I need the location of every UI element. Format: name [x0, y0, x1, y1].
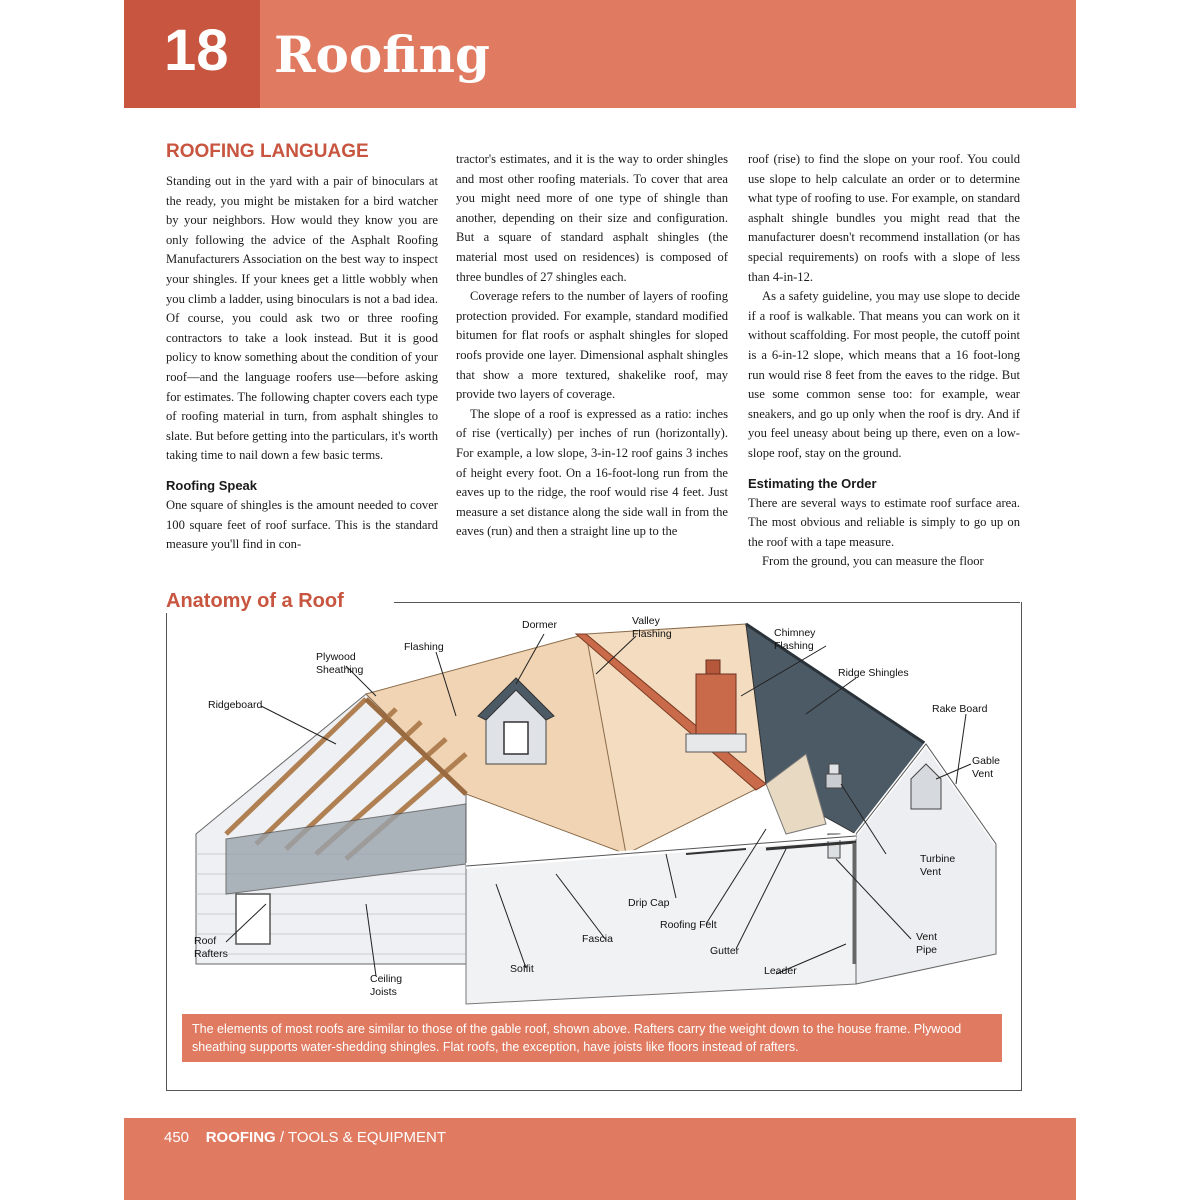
paragraph: As a safety guideline, you may use slope to decide if a roof is walkable. That means you can work on it without scaffolding. For most people, the cutoff point is a 6-in-12 slope, which means that a 16 foot-long run would rise 8 feet from the eaves to the ridge. But use some common sense too: for example, wear sneakers, and go up only when the roof is dry. And if you feel uneasy about being up there, even on a low-slope roof, stay on the ground.	[748, 289, 1020, 460]
footer-text	[164, 1129, 446, 1146]
book-page	[124, 0, 1076, 1200]
chimney-flashing	[686, 734, 746, 752]
turbine-vent-cap	[829, 764, 839, 774]
paragraph: Coverage refers to the number of layers of roofing protection provided. For example, standard modified bitumen for flat roofs or asphalt shingles for sloped roofs provide one layer. Dimensional asphalt shingles that show a more textured, shakelike roof, may provide two layers of coverage.	[456, 289, 728, 402]
label-vent-pipe-2: Pipe	[916, 944, 938, 956]
figure-caption: The elements of most roofs are similar to those of the gable roof, shown above. Rafters carry the weight down to the house frame. Plywood sheathing supports water-shedding shingles. Flat roofs, the exception, have joists like floors instead of rafters.	[182, 1014, 1002, 1062]
label-gable-vent-1: Gable	[972, 755, 1001, 767]
label-valley-flashing-2: Flashing	[632, 628, 672, 640]
chapter-title: Roofing	[274, 25, 490, 84]
chapter-number-box	[124, 0, 260, 108]
page-footer	[124, 1118, 1076, 1200]
footer-separator: /	[275, 1129, 288, 1146]
label-chimney-flashing-1: Chimney	[774, 627, 816, 639]
label-roofing-felt: Roofing Felt	[660, 919, 717, 931]
label-valley-flashing-1: Valley	[632, 615, 660, 627]
page-number: 450	[164, 1129, 190, 1146]
label-flashing: Flashing	[404, 641, 444, 653]
text-column-1	[166, 140, 438, 555]
label-plywood-sheathing-1: Plywood	[316, 651, 356, 663]
text-column-3	[748, 150, 1020, 572]
label-drip-cap: Drip Cap	[628, 897, 670, 909]
label-soffit: Soffit	[510, 963, 534, 975]
label-ceiling-joists-1: Ceiling	[370, 973, 403, 985]
paragraph: The slope of a roof is expressed as a ratio: inches of rise (vertically) per inches of run (horizontally). For example, a low slope, 3-in-12 roof gains 3 inches of height every foot. On a 16-foot-long run from the eaves up to the ridge, the roof would rise 4 feet. Just measure a set distance along the side wall in from the eaves (run) and then a straight line up to the	[456, 406, 728, 539]
paragraph: There are several ways to estimate roof surface area. The most obvious and reliable is simply to go up on the roof with a tape measure.	[748, 495, 1020, 549]
label-roof-rafters-2: Rafters	[194, 948, 228, 960]
paragraph: Standing out in the yard with a pair of binoculars at the ready, you might be mistaken for a bird watcher by your neighbors. How would they know you are only following the advice of the Asphalt Roofing Manufacturers Association on the best way to inspect your shingles. If your knees get a little wobbly when you climb a ladder, using binoculars is not a bad idea. Of course, you could ask two or three roofing contractors to take a look instead. But it is good policy to know something about the condition of your roof—and the language roofers use—before asking for estimates. The following chapter covers each type of roofing material in turn, from asphalt shingles to slate. But before getting into the particulars, it's worth taking time to nail down a few basic terms.	[166, 174, 438, 463]
paragraph: tractor's estimates, and it is the way to order shingles and most other roofing materials. To cover that area you might need more of one type of shingle than another, depending on their size and configuration. But a square of standard asphalt shingles (the material most used on residences) is composed of three bundles of 27 shingles each.	[456, 152, 728, 284]
dormer-window-icon	[504, 722, 528, 754]
label-chimney-flashing-2: Flashing	[774, 640, 814, 652]
footer-section: ROOFING	[205, 1129, 276, 1146]
label-roof-rafters-1: Roof	[194, 935, 217, 947]
text-column-2	[456, 150, 728, 542]
label-turbine-vent-1: Turbine	[920, 853, 956, 865]
label-ridgeboard: Ridgeboard	[208, 699, 263, 711]
paragraph: roof (rise) to find the slope on your roof. You could use slope to help calculate an order or to determine what type of roofing to use. For example, on standard asphalt shingle bundles you might read that the manufacturer doesn't recommend installation (or has special requirements) on roofs with a slope of less than 4-in-12.	[748, 152, 1020, 284]
subheading-estimating: Estimating the Order	[748, 475, 877, 491]
paragraph: From the ground, you can measure the floor	[762, 554, 984, 569]
label-plywood-sheathing-2: Sheathing	[316, 664, 364, 676]
figure-title: Anatomy of a Roof	[166, 590, 352, 613]
roof-anatomy-diagram	[166, 604, 1020, 1008]
label-gutter: Gutter	[710, 945, 740, 957]
turbine-vent	[826, 774, 842, 788]
label-ridge-shingles: Ridge Shingles	[838, 667, 909, 679]
section-heading: ROOFING LANGUAGE	[166, 141, 369, 162]
label-fascia: Fascia	[582, 933, 613, 945]
label-leader: Leader	[764, 965, 797, 977]
label-rake-board: Rake Board	[932, 703, 988, 715]
chapter-number: 18	[164, 18, 229, 83]
window-icon	[236, 894, 270, 944]
footer-subsection: TOOLS & EQUIPMENT	[287, 1129, 447, 1146]
paragraph: One square of shingles is the amount needed to cover 100 square feet of roof surface. This is the standard measure you'll find in con-	[166, 497, 438, 552]
chimney-pot	[706, 660, 720, 674]
label-dormer: Dormer	[522, 619, 558, 631]
subheading-roofing-speak: Roofing Speak	[166, 477, 258, 493]
label-vent-pipe-1: Vent	[916, 931, 938, 943]
chimney	[696, 674, 736, 734]
label-turbine-vent-2: Vent	[920, 866, 942, 878]
label-ceiling-joists-2: Joists	[370, 986, 397, 998]
label-gable-vent-2: Vent	[972, 768, 994, 780]
chapter-header	[124, 0, 1076, 108]
